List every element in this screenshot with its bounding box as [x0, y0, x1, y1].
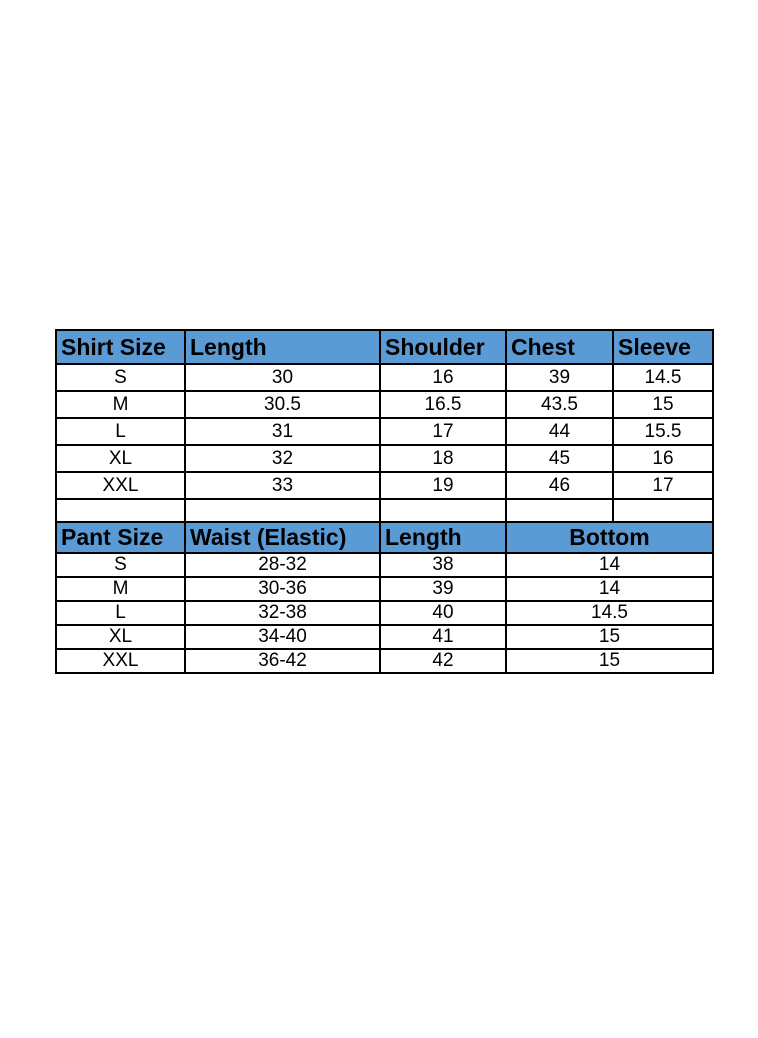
shirt-sleeve-cell: 16 — [613, 445, 713, 472]
pant-bottom-cell: 14.5 — [506, 601, 713, 625]
pant-size-cell: M — [56, 577, 185, 601]
shirt-length-cell: 32 — [185, 445, 380, 472]
pant-length-cell: 39 — [380, 577, 506, 601]
pant-row — [56, 625, 713, 649]
pant-row — [56, 553, 713, 577]
shirt-chest-cell: 46 — [506, 472, 613, 499]
shirt-row — [56, 472, 713, 499]
shirt-length-cell: 31 — [185, 418, 380, 445]
shirt-row — [56, 445, 713, 472]
shirt-shoulder-cell: 18 — [380, 445, 506, 472]
shirt-size-cell: S — [56, 364, 185, 391]
empty-cell — [506, 499, 613, 522]
shirt-size-cell: XXL — [56, 472, 185, 499]
pant-bottom-cell: 15 — [506, 625, 713, 649]
pant-row — [56, 601, 713, 625]
pant-waist-cell: 32-38 — [185, 601, 380, 625]
shirt-chest-cell: 39 — [506, 364, 613, 391]
pant-size-header: Pant Size — [56, 522, 185, 553]
shirt-shoulder-cell: 16 — [380, 364, 506, 391]
pant-length-cell: 38 — [380, 553, 506, 577]
shirt-chest-cell: 45 — [506, 445, 613, 472]
pant-length-cell: 42 — [380, 649, 506, 673]
shirt-row — [56, 391, 713, 418]
shirt-sleeve-cell: 15.5 — [613, 418, 713, 445]
shirt-shoulder-cell: 16.5 — [380, 391, 506, 418]
shirt-chest-cell: 44 — [506, 418, 613, 445]
pant-bottom-cell: 14 — [506, 577, 713, 601]
shirt-row — [56, 418, 713, 445]
shirt-sleeve-header: Sleeve — [613, 330, 713, 364]
empty-cell — [380, 499, 506, 522]
shirt-row — [56, 364, 713, 391]
pant-waist-header: Waist (Elastic) — [185, 522, 380, 553]
shirt-sleeve-cell: 17 — [613, 472, 713, 499]
pant-row — [56, 577, 713, 601]
pant-bottom-cell: 15 — [506, 649, 713, 673]
pant-waist-cell: 36-42 — [185, 649, 380, 673]
shirt-chest-cell: 43.5 — [506, 391, 613, 418]
shirt-length-cell: 33 — [185, 472, 380, 499]
pant-row — [56, 649, 713, 673]
shirt-size-header: Shirt Size — [56, 330, 185, 364]
pant-size-cell: XXL — [56, 649, 185, 673]
shirt-chest-header: Chest — [506, 330, 613, 364]
shirt-length-cell: 30.5 — [185, 391, 380, 418]
shirt-size-cell: L — [56, 418, 185, 445]
pant-size-cell: XL — [56, 625, 185, 649]
shirt-size-cell: M — [56, 391, 185, 418]
empty-cell — [613, 499, 713, 522]
pant-size-cell: L — [56, 601, 185, 625]
shirt-shoulder-header: Shoulder — [380, 330, 506, 364]
pant-length-header: Length — [380, 522, 506, 553]
size-chart-table — [55, 329, 714, 674]
pant-waist-cell: 30-36 — [185, 577, 380, 601]
pant-bottom-header: Bottom — [506, 522, 713, 553]
pant-bottom-cell: 14 — [506, 553, 713, 577]
pant-size-cell: S — [56, 553, 185, 577]
shirt-length-cell: 30 — [185, 364, 380, 391]
shirt-shoulder-cell: 19 — [380, 472, 506, 499]
shirt-sleeve-cell: 14.5 — [613, 364, 713, 391]
empty-cell — [185, 499, 380, 522]
pant-waist-cell: 28-32 — [185, 553, 380, 577]
shirt-sleeve-cell: 15 — [613, 391, 713, 418]
pant-length-cell: 40 — [380, 601, 506, 625]
empty-spacer-row — [56, 499, 713, 522]
pant-header-row — [56, 522, 713, 553]
shirt-header-row — [56, 330, 713, 364]
empty-cell — [56, 499, 185, 522]
pant-waist-cell: 34-40 — [185, 625, 380, 649]
shirt-length-header: Length — [185, 330, 380, 364]
shirt-size-cell: XL — [56, 445, 185, 472]
pant-length-cell: 41 — [380, 625, 506, 649]
shirt-shoulder-cell: 17 — [380, 418, 506, 445]
